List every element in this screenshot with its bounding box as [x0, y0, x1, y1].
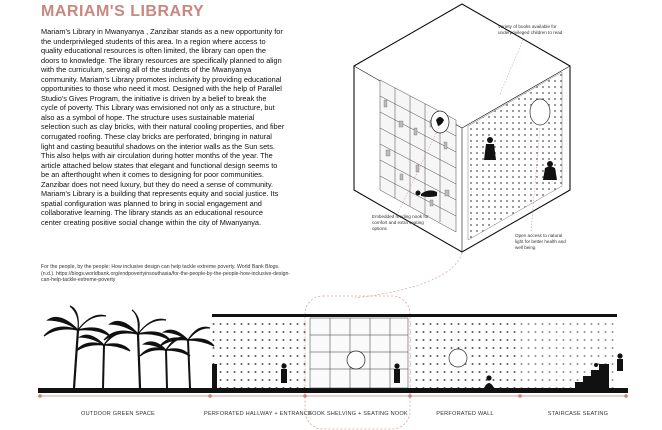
- section-elevation: [38, 306, 628, 398]
- label-book-shelving: BOOK SHELVING + SEATING NOOK: [308, 411, 408, 417]
- roof: [212, 314, 617, 317]
- project-description: Mariam's Library in Mwanyanya , Zanzibar stands as a new opportunity for the underprivileged students of this area. In a region where access to quality educational resources is often limited, the library can open the doors to knowledge. The library resources are specifically planned to align with the curriculum, serving all of the students of the Mwanyanya community. Mariam's Library promotes inclusivity by providing educational opportunities to those who need it most. Designed with the help of Parallel Studio's Gives Program, the initiative is driven by a belief to break the cycle of poverty. This Library was envisioned not only as a structure, but also as a symbol of hope. The structure uses sustainable material selection such as clay bricks, with their natural cooling properties, and fiber corrugated roofing. These clay bricks are perforated, bringing in natural light and casting beautiful shadows on the interior walls as the Sun sets. This also helps with air circulation during hotter months of the year. The article attached below states that elegant and functional design seems to be an afterthought when it comes to designing for poor communities. Zanzibar does not need luxury, but they do need a sense of community. Mariam's Library is a building that represents equity and social justice. Its spatial configuration was planned to bring in social engagement and collaborative learning. The library stands as an educational resource center creating positive social change within the city of Mwanyanya.: [41, 27, 285, 227]
- citation: For the people, by the people: How inclusive design can help tackle extreme poverty. World Bank Blogs. (n.d.). https://blogs.worldbank.org/endpovertyinsouthasia/for-the-people-by-the-people-how-inclusive-design-can-help-tackle-extreme-poverty: [41, 264, 291, 284]
- palm-tree: [160, 327, 214, 388]
- label-perforated-hallway: PERFORATED HALLWAY + ENTRANCE: [204, 411, 312, 417]
- round-window: [530, 99, 550, 125]
- note-books: Variety of books available for underprivileged children to read: [498, 24, 563, 35]
- callout-connector: [355, 253, 462, 298]
- label-outdoor-green-space: OUTDOOR GREEN SPACE: [81, 411, 155, 417]
- palm-tree: [140, 337, 190, 388]
- label-perforated-wall: PERFORATED WALL: [436, 411, 494, 417]
- ground-line: [38, 388, 628, 393]
- section-round-window: [449, 349, 467, 367]
- palm-tree: [76, 332, 130, 388]
- palm-trees: [44, 306, 214, 388]
- label-staircase-seating: STAIRCASE SEATING: [547, 411, 609, 417]
- section-nook: [347, 351, 365, 369]
- page-title: MARIAM'S LIBRARY: [41, 3, 205, 20]
- note-reading-nook: Embedded reading nook for comfort and extra seating options: [372, 214, 429, 231]
- hallway-wall: [212, 318, 307, 388]
- note-natural-light: Open access to natural light for better health and well being: [515, 233, 566, 250]
- palm-tree: [44, 306, 110, 388]
- hallway-step: [212, 364, 217, 388]
